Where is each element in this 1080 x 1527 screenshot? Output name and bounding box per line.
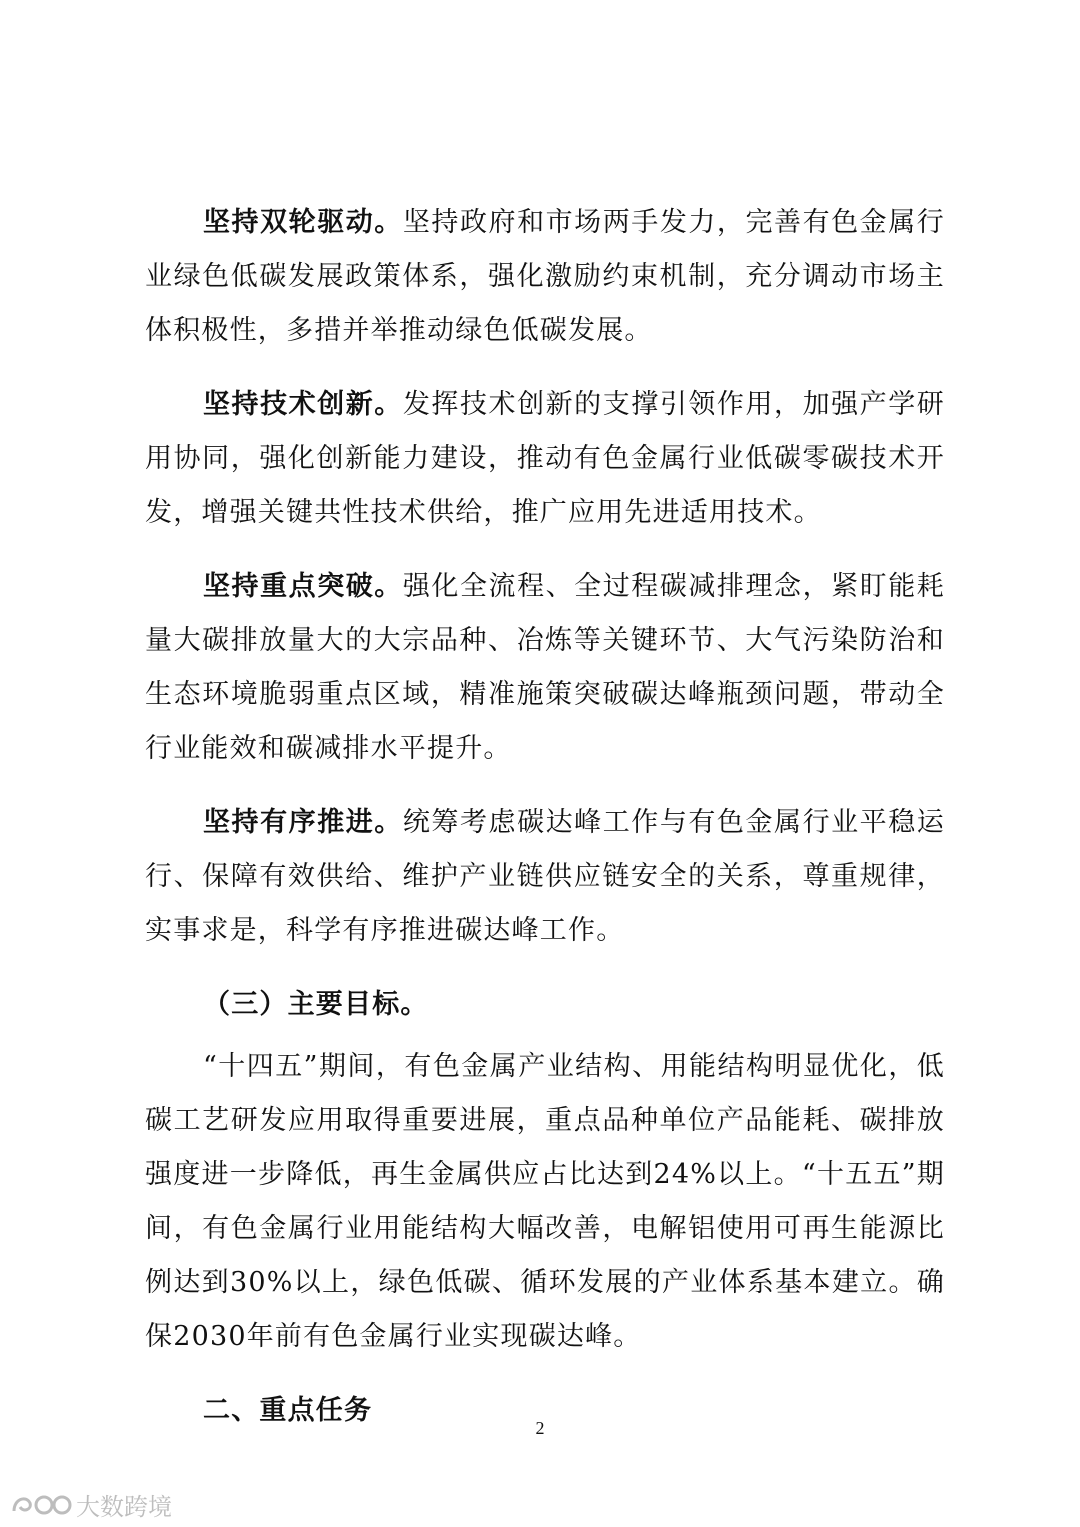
principle-paragraph-4 bbox=[145, 796, 945, 958]
principle-text-2: 发挥技术创新的支撑引领作用，加强产学研用协同，强化创新能力建设，推动有色金属行业低碳零碳技术开发，增强关键共性技术供给，推广应用先进适用技术。 bbox=[145, 389, 945, 528]
section-goal-heading: （三）主要目标。 bbox=[203, 989, 429, 1020]
principle-text-3: 强化全流程、全过程碳减排理念，紧盯能耗量大碳排放量大的大宗品种、冶炼等关键环节、大气污染防治和生态环境脆弱重点区域，精准施策突破碳达峰瓶颈问题，带动全行业能效和碳减排水平提升。 bbox=[145, 571, 945, 764]
principle-lead-1: 坚持双轮驱动。 bbox=[203, 207, 403, 238]
principle-text-4: 统筹考虑碳达峰工作与有色金属行业平稳运行、保障有效供给、维护产业链供应链安全的关系，尊重规律，实事求是，科学有序推进碳达峰工作。 bbox=[145, 807, 945, 946]
principle-paragraph-3 bbox=[145, 560, 945, 776]
principle-text-1: 坚持政府和市场两手发力，完善有色金属行业绿色低碳发展政策体系，强化激励约束机制，充分调动市场主体积极性，多措并举推动绿色低碳发展。 bbox=[145, 207, 945, 346]
section-goal-paragraph: “十四五”期间，有色金属产业结构、用能结构明显优化，低碳工艺研发应用取得重要进展，重点品种单位产品能耗、碳排放强度进一步降低，再生金属供应占比达到24%以上。“十五五”期间，有色金属行业用能结构大幅改善，电解铝使用可再生能源比例达到30%以上，绿色低碳、循环发展的产业体系基本建立。确保2030年前有色金属行业实现碳达峰。 bbox=[145, 1051, 945, 1352]
document-body bbox=[145, 196, 945, 1438]
principle-paragraph-1 bbox=[145, 196, 945, 358]
watermark-text: 大数跨境 bbox=[76, 1493, 172, 1521]
section-tasks-heading: 二、重点任务 bbox=[203, 1395, 373, 1426]
watermark bbox=[10, 1487, 172, 1522]
page-number: 2 bbox=[535, 1418, 545, 1438]
brand-logo-icon bbox=[10, 1491, 72, 1519]
principle-paragraph-2 bbox=[145, 378, 945, 540]
principle-lead-4: 坚持有序推进。 bbox=[203, 807, 403, 838]
principle-lead-2: 坚持技术创新。 bbox=[203, 389, 403, 420]
principle-lead-3: 坚持重点突破。 bbox=[203, 571, 403, 602]
